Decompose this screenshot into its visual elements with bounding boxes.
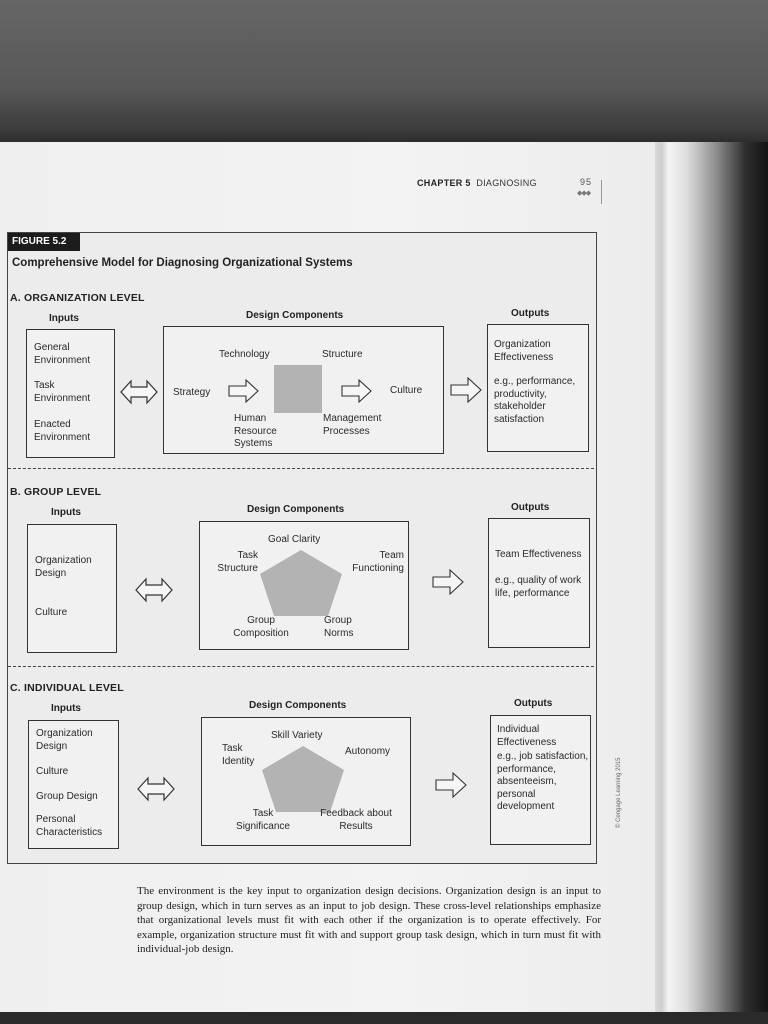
group-design-pentagon: [258, 548, 344, 618]
org-design-box: [163, 326, 444, 454]
org-strategy-arrow-icon: [228, 379, 260, 403]
design-group-composition: Group Composition: [233, 615, 289, 639]
group-outputs-box: [488, 518, 590, 648]
group-inputs-header: Inputs: [51, 507, 81, 518]
group-inputs-box: [27, 524, 117, 653]
org-culture-arrow-icon: [341, 379, 373, 403]
level-divider-2: [8, 666, 594, 667]
individual-input-culture: Culture: [36, 766, 69, 777]
org-outputs-header: Outputs: [511, 308, 550, 319]
running-header: [417, 178, 537, 188]
design-task-structure: Task Structure: [217, 550, 258, 574]
individual-inputs-box: [28, 720, 119, 849]
individual-output-arrow-icon: [435, 772, 467, 798]
design-strategy: Strategy: [173, 387, 211, 398]
individual-level-heading: C. INDIVIDUAL LEVEL: [10, 682, 124, 694]
group-double-arrow-icon: [134, 576, 174, 604]
design-human-resource-systems: Human Resource Systems: [234, 413, 277, 449]
page-number: 95: [580, 177, 593, 187]
design-technology: Technology: [219, 349, 270, 360]
individual-design-header: Design Components: [249, 700, 347, 711]
group-output-examples: e.g., quality of work life, performance: [495, 575, 582, 599]
org-input-general-environment: General Environment: [34, 342, 91, 366]
group-design-header: Design Components: [247, 504, 345, 515]
book-top-shadow: [0, 0, 768, 150]
org-output-examples: e.g., performance, productivity, stakeholder satisfaction: [494, 376, 576, 425]
group-output-arrow-icon: [432, 569, 464, 595]
figure-label: FIGURE 5.2: [8, 233, 80, 251]
org-double-arrow-icon: [119, 378, 159, 406]
body-paragraph: The environment is the key input to organization design decisions. Organization design is an input to group design, which in turn serves as an input to job design. These cross-level relationships emphasize that organizational levels must fit with each other if the organization is to operate effectively. For example, organization structure must fit with and support group task design, which in turn must fit with individual-job design.: [137, 885, 601, 956]
design-culture: Culture: [390, 385, 423, 396]
org-inputs-header: Inputs: [49, 313, 79, 324]
section-label: DIAGNOSING: [476, 178, 537, 188]
individual-design-box: [201, 717, 411, 846]
design-task-significance: Task Significance: [236, 808, 290, 832]
figure-5-2: [7, 232, 597, 864]
individual-input-personal-characteristics: Personal Characteristics: [36, 814, 103, 838]
individual-input-group-design: Group Design: [36, 791, 98, 802]
design-management-processes: Management Processes: [323, 413, 382, 437]
org-input-enacted-environment: Enacted Environment: [34, 419, 91, 443]
individual-design-pentagon: [260, 744, 346, 814]
figure-credit: © Cengage Learning 2015: [616, 757, 622, 828]
individual-outputs-box: [490, 715, 591, 845]
individual-input-organization-design: Organization Design: [36, 728, 93, 752]
design-team-functioning: Team Functioning: [352, 550, 404, 574]
org-outputs-box: [487, 324, 589, 452]
individual-double-arrow-icon: [136, 775, 176, 803]
org-design-header: Design Components: [246, 310, 344, 321]
org-design-center-square: [274, 365, 322, 413]
organization-level-heading: A. ORGANIZATION LEVEL: [10, 292, 145, 304]
individual-output-effectiveness: Individual Effectiveness: [497, 724, 557, 748]
design-task-identity: Task Identity: [222, 743, 255, 767]
design-goal-clarity: Goal Clarity: [268, 534, 321, 545]
group-output-effectiveness: Team Effectiveness: [495, 549, 582, 560]
level-divider-1: [8, 468, 594, 469]
design-feedback-about-results: Feedback about Results: [320, 808, 392, 832]
design-structure: Structure: [322, 349, 363, 360]
book-spine: [655, 142, 768, 1014]
diamond-ornament-icon: ◆◆◆: [577, 190, 591, 197]
org-inputs-box: [26, 329, 115, 458]
header-rule: [601, 180, 602, 204]
group-outputs-header: Outputs: [511, 502, 550, 513]
book-bottom-edge: [0, 1012, 768, 1024]
group-level-heading: B. GROUP LEVEL: [10, 486, 102, 498]
design-group-norms: Group Norms: [324, 615, 354, 639]
group-input-culture: Culture: [35, 607, 68, 618]
figure-title: Comprehensive Model for Diagnosing Organizational Systems: [12, 257, 353, 269]
individual-inputs-header: Inputs: [51, 703, 81, 714]
group-input-organization-design: Organization Design: [35, 555, 92, 579]
group-design-box: [199, 521, 409, 650]
org-output-effectiveness: Organization Effectiveness: [494, 339, 554, 363]
chapter-label: CHAPTER 5: [417, 178, 471, 188]
org-input-task-environment: Task Environment: [34, 380, 91, 404]
design-skill-variety: Skill Variety: [271, 730, 323, 741]
design-autonomy: Autonomy: [345, 746, 391, 757]
individual-output-examples: e.g., job satisfaction, performance, absenteeism, personal development: [497, 751, 589, 812]
individual-outputs-header: Outputs: [514, 698, 553, 709]
org-output-arrow-icon: [450, 377, 482, 403]
